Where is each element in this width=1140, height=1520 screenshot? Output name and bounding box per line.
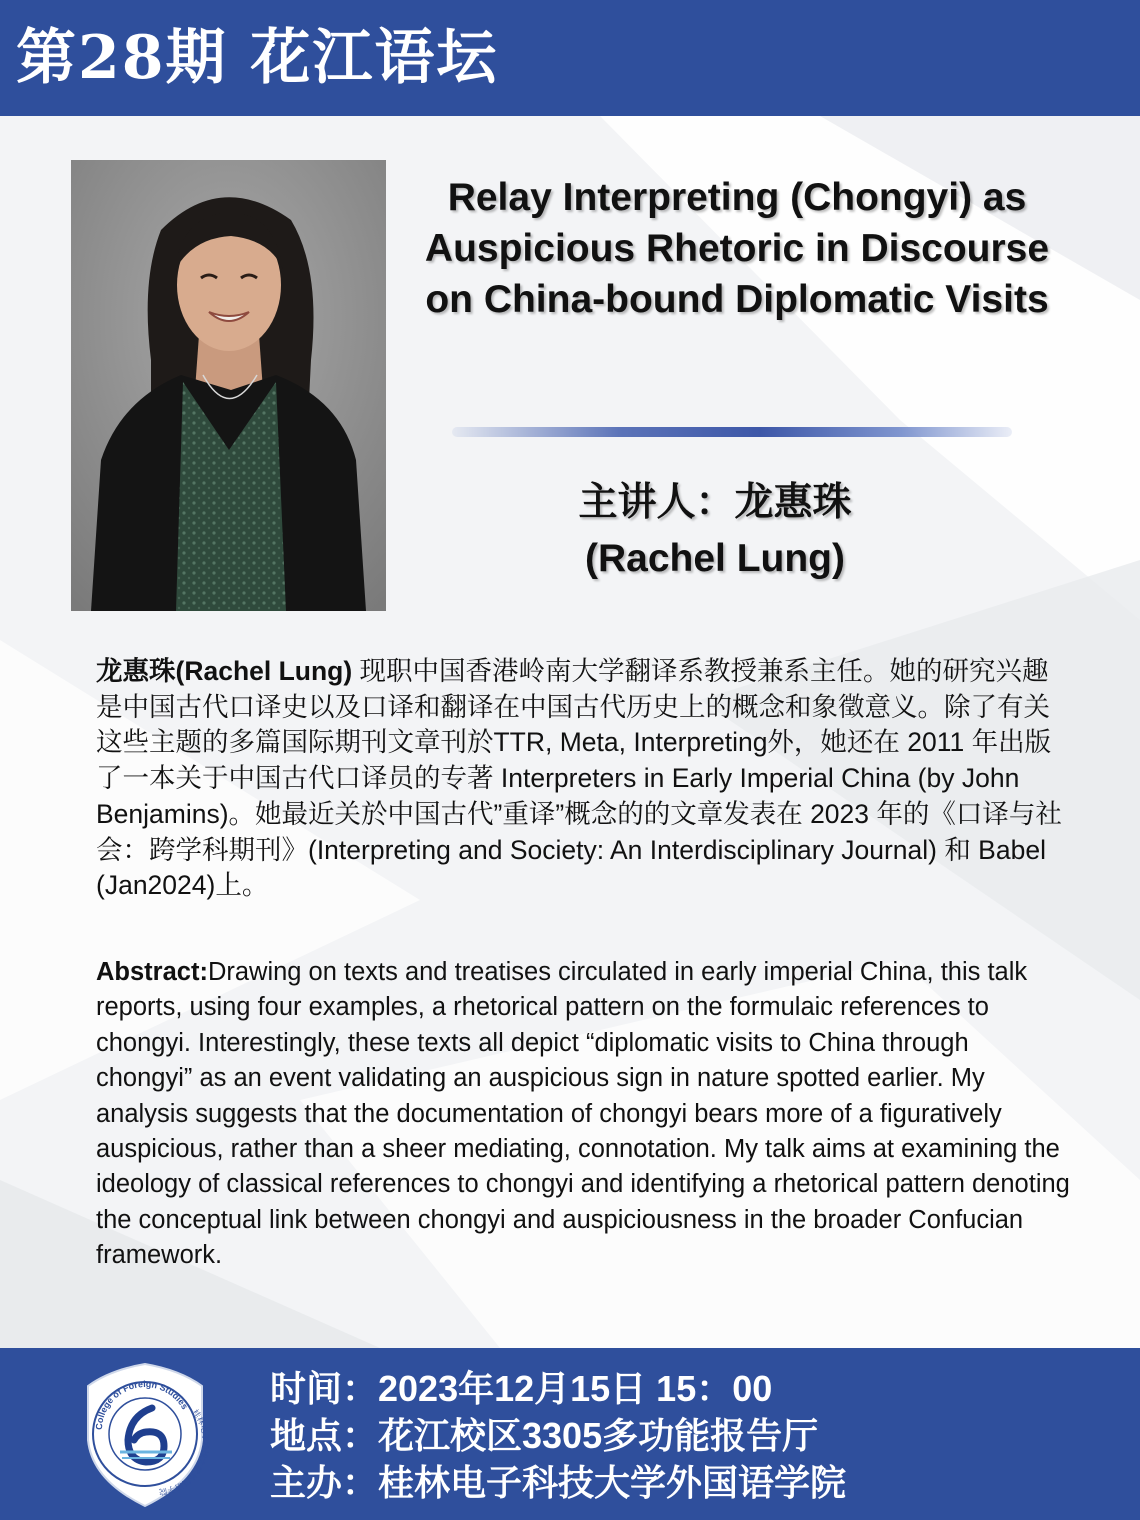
title-divider xyxy=(452,427,1012,437)
event-place: 地点：花江校区3305多功能报告厅 xyxy=(270,1415,819,1456)
logo-ring-text-en: College of Foreign Studies xyxy=(93,1378,191,1431)
abstract-label: Abstract: xyxy=(96,958,208,986)
bio-text: 现职中国香港岭南大学翻译系教授兼系主任。她的研究兴趣是中国古代口译史以及口译和翻译在中国古代历史上的概念和象徵意义。除了有关这些主题的多篇国际期刊文章刊於TTR, Meta, Interpreting外，她还在 2011 年出版了一本关于中国古代口译员的专著 Interpreters in Early Imperial China (by John Benjamins)。她最近关於中国古代”重译”概念的的文章发表在 2023 年的《口译与社会：跨学科期刊》(Interpreting and Society: An Interdisciplinary Journal) 和 Babel (Jan2024)上。 xyxy=(96,656,1062,901)
speaker-bio xyxy=(96,654,1071,904)
series-title: 第28期 花江语坛 xyxy=(16,23,499,93)
speaker-photo xyxy=(71,160,386,611)
speaker-english-name: (Rachel Lung) xyxy=(585,537,845,580)
event-host: 主办：桂林电子科技大学外国语学院 xyxy=(270,1462,847,1503)
speaker-label: 主讲人：龙惠珠 xyxy=(578,481,852,524)
abstract-text: Drawing on texts and treatises circulated in early imperial China, this talk reports, using four examples, a rhetorical pattern on the formulaic references to chongyi. Interestingly, these texts all depict “diplomatic visits to China through chongyi” as an event validating an auspicious sign in nature spotted earlier. My analysis suggests that the documentation of chongyi bears more of a figuratively auspicious, rather than a sheer mediating, connotation. My talk aims at examining the ideology of classical references to chongyi and identifying a rhetorical pattern denoting the conceptual link between chongyi and auspiciousness in the broader Confucian framework. xyxy=(96,958,1070,1270)
bio-name: 龙惠珠(Rachel Lung) xyxy=(96,656,353,686)
abstract xyxy=(96,955,1071,1274)
talk-title: Relay Interpreting (Chongyi) as Auspicious Rhetoric in Discourse on China-bound Diplomatic Visits xyxy=(424,176,1050,321)
event-time: 时间：2023年12月15日 15：00 xyxy=(270,1368,773,1409)
college-logo xyxy=(80,1360,210,1510)
top-banner xyxy=(0,0,1140,116)
logo-ring-text-zh: 桂林电子科技大学外国语学院 xyxy=(158,1407,210,1497)
